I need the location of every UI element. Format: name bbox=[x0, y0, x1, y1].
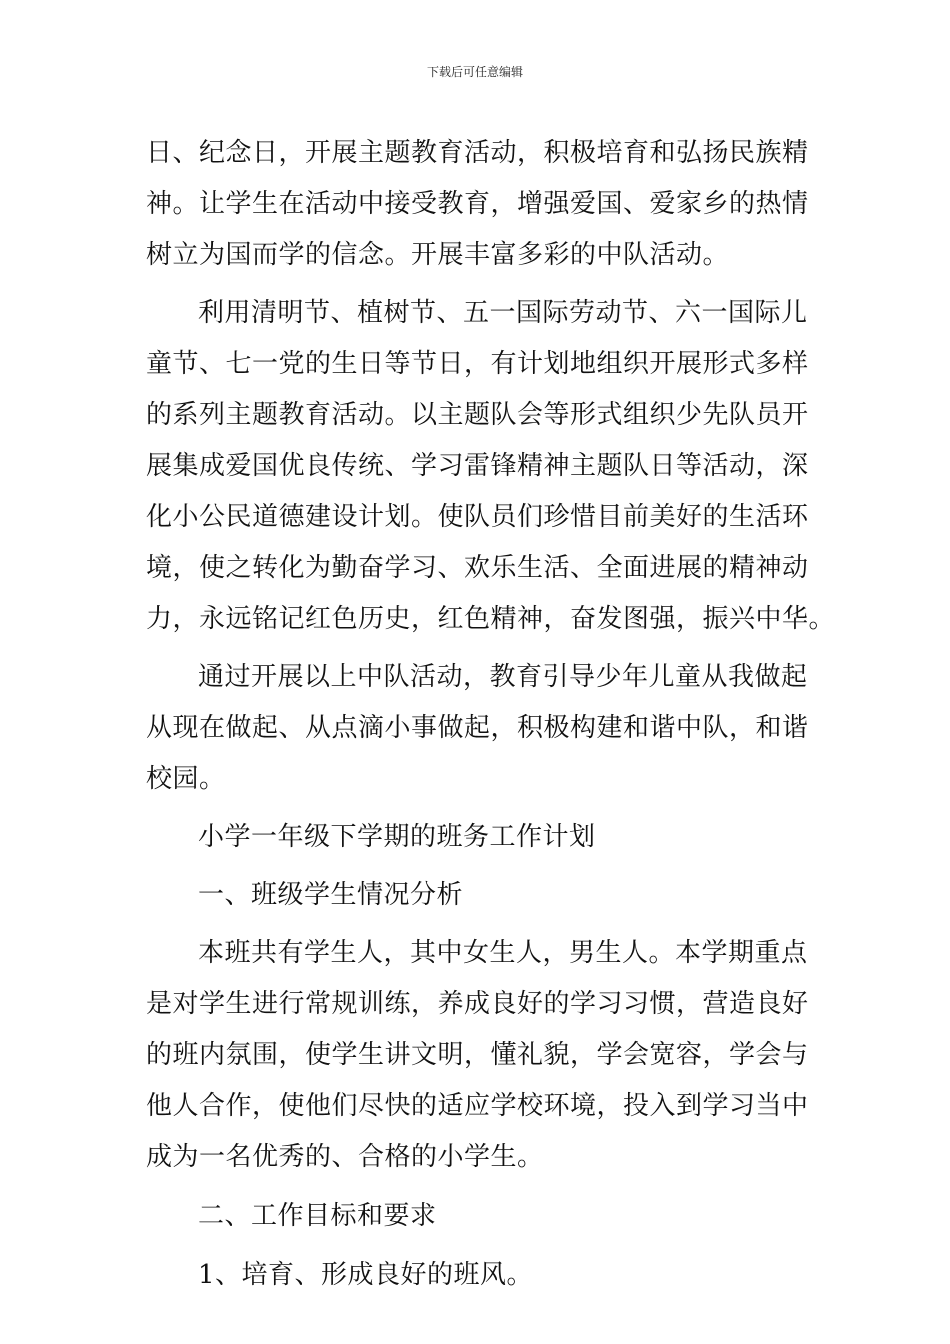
text-line: 的班内氛围，使学生讲文明，懂礼貌，学会宽容，学会与 bbox=[146, 1040, 809, 1070]
text-line: 树立为国而学的信念。开展丰富多彩的中队活动。 bbox=[146, 240, 730, 270]
paragraph-start-line: 本班共有学生人，其中女生人，男生人。本学期重点 bbox=[198, 938, 808, 968]
text-line: 从现在做起、从点滴小事做起，积极构建和谐中队，和谐 bbox=[146, 713, 809, 743]
text-line: 化小公民道德建设计划。使队员们珍惜目前美好的生活环 bbox=[146, 502, 809, 532]
text-line: 境，使之转化为勤奋学习、欢乐生活、全面进展的精神动 bbox=[146, 553, 809, 583]
text-line: 校园。 bbox=[146, 764, 226, 794]
document-body bbox=[146, 128, 836, 1301]
text-line: 日、纪念日，开展主题教育活动，积极培育和弘扬民族精 bbox=[146, 138, 809, 168]
text-line: 他人合作，使他们尽快的适应学校环境，投入到学习当中 bbox=[146, 1091, 809, 1121]
section-heading: 二、工作目标和要求 bbox=[198, 1201, 437, 1231]
text-line: 成为一名优秀的、合格的小学生。 bbox=[146, 1142, 544, 1172]
page-header: 下载后可任意编辑 bbox=[426, 65, 523, 79]
text-line: 童节、七一党的生日等节日，有计划地组织开展形式多样 bbox=[146, 349, 809, 379]
section-heading: 一、班级学生情况分析 bbox=[198, 880, 464, 910]
paragraph-start-line: 利用清明节、植树节、五一国际劳动节、六一国际儿 bbox=[198, 298, 808, 328]
section-title: 小学一年级下学期的班务工作计划 bbox=[198, 822, 596, 852]
text-line: 是对学生进行常规训练，养成良好的学习习惯，营造良好 bbox=[146, 989, 809, 1019]
list-item: 1、培育、形成良好的班风。 bbox=[198, 1260, 534, 1290]
text-line: 展集成爱国优良传统、学习雷锋精神主题队日等活动，深 bbox=[146, 451, 809, 481]
text-line: 的系列主题教育活动。以主题队会等形式组织少先队员开 bbox=[146, 400, 809, 430]
text-line: 力，永远铭记红色历史，红色精神，奋发图强，振兴中华。 bbox=[146, 604, 836, 634]
paragraph-start-line: 通过开展以上中队活动，教育引导少年儿童从我做起 bbox=[198, 662, 808, 692]
text-line: 神。让学生在活动中接受教育，增强爱国、爱家乡的热情 bbox=[146, 189, 809, 219]
